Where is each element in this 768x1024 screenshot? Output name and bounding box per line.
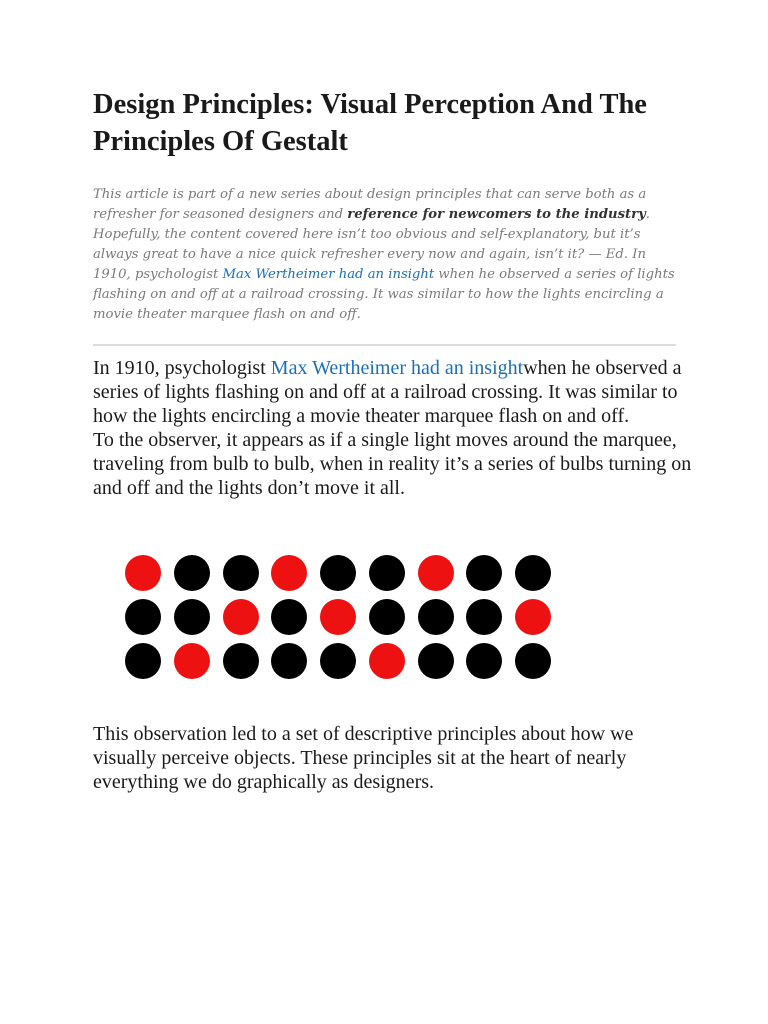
light-bulb-off	[466, 555, 502, 591]
intro-wertheimer-link[interactable]: Max Wertheimer had an insight	[222, 267, 435, 282]
body-paragraph-1	[93, 356, 693, 500]
article-intro	[93, 185, 678, 325]
paragraph-1-text-1: In 1910, psychologist	[93, 357, 271, 379]
light-bulb-off	[320, 643, 356, 679]
light-bulb-on	[271, 555, 307, 591]
light-bulb-off	[418, 643, 454, 679]
light-bulb-off	[174, 599, 210, 635]
light-bulb-off	[369, 555, 405, 591]
light-bulb-off	[223, 643, 259, 679]
section-divider	[93, 344, 676, 346]
marquee-lights-illustration	[125, 555, 551, 679]
intro-text-3: when he observed a series of lights flashing on and off at a railroad crossing. It was similar to how the lights encircling a movie theater marquee flash on and off.	[93, 267, 675, 322]
intro-text-1: This article is part of a new series about design principles that can serve both as a refresher for seasoned designers and	[93, 187, 647, 222]
light-bulb-on	[418, 555, 454, 591]
light-bulb-off	[125, 643, 161, 679]
light-bulb-off	[271, 643, 307, 679]
light-bulb-off	[320, 555, 356, 591]
light-bulb-off	[125, 599, 161, 635]
body-paragraph-3: This observation led to a set of descriptive principles about how we visually perceive objects. These principles sit at the heart of nearly everything we do graphically as designers.	[93, 723, 634, 793]
light-bulb-on	[174, 643, 210, 679]
light-bulb-off	[223, 555, 259, 591]
paragraph-1-text-2: when he observed a series of lights flashing on and off at a railroad crossing. It was similar to how the lights encircling a movie theater marquee flash on and off.	[93, 357, 682, 427]
light-bulb-off	[271, 599, 307, 635]
light-bulb-off	[515, 643, 551, 679]
light-bulb-off	[466, 599, 502, 635]
wertheimer-link[interactable]: Max Wertheimer had an insight	[270, 357, 524, 379]
light-bulb-on	[515, 599, 551, 635]
paragraph-2-text: To the observer, it appears as if a single light moves around the marquee, traveling from bulb to bulb, when in reality it’s a series of bulbs turning on and off and the lights don’t move it all.	[93, 429, 692, 499]
light-bulb-off	[418, 599, 454, 635]
intro-strong-text: reference for newcomers to the industry	[347, 207, 646, 222]
light-bulb-off	[466, 643, 502, 679]
light-bulb-on	[320, 599, 356, 635]
intro-text-2: . Hopefully, the content covered here isn’t too obvious and self-explanatory, but it’s always great to have a nice quick refresher every now and again, isn’t it? — Ed. In 1910, psychologist	[93, 207, 650, 282]
article-title: Design Principles: Visual Perception And The Principles Of Gestalt	[93, 89, 647, 157]
light-bulb-on	[125, 555, 161, 591]
light-bulb-off	[369, 599, 405, 635]
light-bulb-off	[515, 555, 551, 591]
light-bulb-off	[174, 555, 210, 591]
light-bulb-on	[223, 599, 259, 635]
light-bulb-on	[369, 643, 405, 679]
